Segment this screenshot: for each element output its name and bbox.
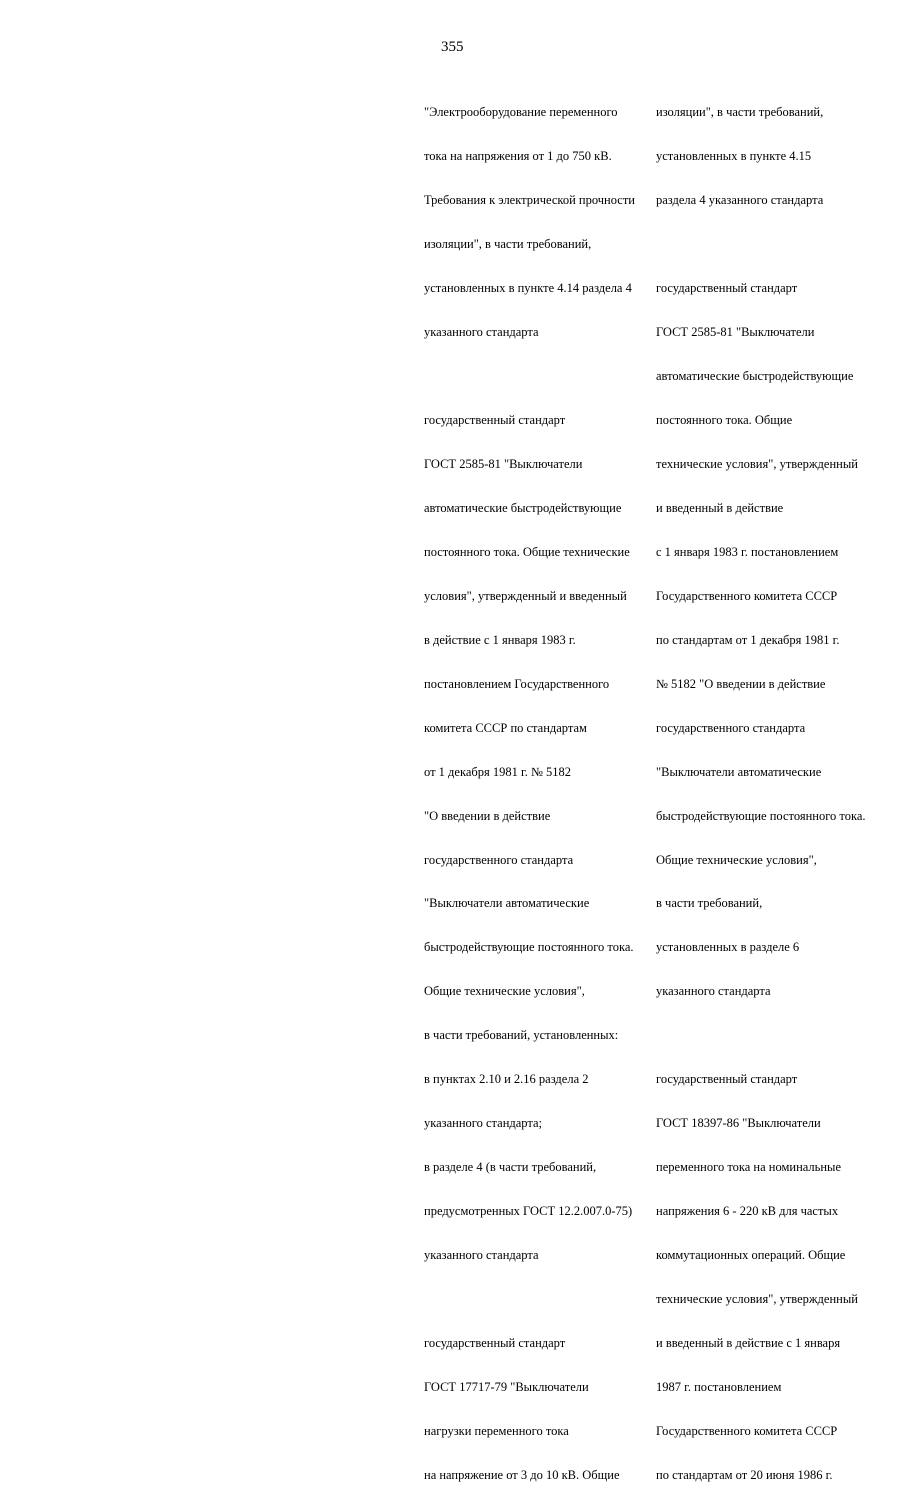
- text-line: по стандартам от 20 июня 1986 г.: [656, 1467, 833, 1482]
- page-number: 355: [441, 39, 464, 55]
- text-line: указанного стандарта: [424, 1248, 539, 1263]
- text-line: установленных в пункте 4.14 раздела 4: [424, 281, 632, 296]
- text-line: постановлением Государственного: [424, 676, 610, 691]
- text-line: предусмотренных ГОСТ 12.2.007.0-75): [424, 1204, 633, 1219]
- text-line: государственного стандарта: [656, 720, 806, 735]
- text-line: Общие технические условия",: [656, 852, 817, 867]
- text-line: ГОСТ 2585-81 "Выключатели: [656, 325, 815, 340]
- text-line: государственный стандарт: [424, 412, 566, 427]
- text-line: технические условия", утвержденный: [656, 456, 858, 471]
- text-line: Государственного комитета СССР: [656, 588, 838, 603]
- text-line: автоматические быстродействующие: [656, 369, 854, 384]
- text-line: ГОСТ 2585-81 "Выключатели: [424, 456, 583, 471]
- text-line: государственный стандарт: [656, 1072, 798, 1087]
- text-line: автоматические быстродействующие: [424, 500, 622, 515]
- text-line: указанного стандарта: [424, 325, 539, 340]
- text-line: технические условия", утвержденный: [656, 1292, 858, 1307]
- text-line: в пунктах 2.10 и 2.16 раздела 2: [424, 1072, 589, 1087]
- text-line: изоляции", в части требований,: [424, 237, 592, 252]
- text-line: в части требований,: [656, 896, 763, 911]
- text-line: Общие технические условия",: [424, 984, 585, 999]
- text-line: тока на напряжения от 1 до 750 кВ.: [424, 149, 612, 164]
- text-line: нагрузки переменного тока: [424, 1423, 569, 1438]
- text-line: коммутационных операций. Общие: [656, 1248, 846, 1263]
- text-line: Требования к электрической прочности: [424, 193, 635, 208]
- text-line: и введенный в действие: [656, 500, 784, 515]
- blank-line: [424, 369, 650, 384]
- blank-line: [656, 237, 882, 252]
- text-line: № 5182 "О введении в действие: [656, 676, 826, 691]
- text-line: "Выключатели автоматические: [424, 896, 590, 911]
- text-line: ГОСТ 18397-86 "Выключатели: [656, 1116, 821, 1131]
- text-line: и введенный в действие с 1 января: [656, 1336, 841, 1350]
- text-line: установленных в разделе 6: [656, 940, 800, 955]
- text-line: указанного стандарта: [656, 984, 771, 999]
- text-line: напряжения 6 - 220 кВ для частых: [656, 1204, 839, 1219]
- text-line: по стандартам от 1 декабря 1981 г.: [656, 632, 840, 647]
- blank-line: [424, 1292, 650, 1307]
- text-line: государственный стандарт: [424, 1336, 566, 1350]
- text-line: 1987 г. постановлением: [656, 1379, 782, 1394]
- text-line: ГОСТ 17717-79 "Выключатели: [424, 1379, 589, 1394]
- text-line: на напряжение от 3 до 10 кВ. Общие: [424, 1467, 620, 1482]
- text-line: быстродействующие постоянного тока.: [424, 940, 634, 955]
- text-line: условия", утвержденный и введенный: [424, 588, 627, 603]
- text-line: "Электрооборудование переменного: [424, 105, 618, 120]
- text-line: постоянного тока. Общие технические: [424, 544, 630, 559]
- text-line: постоянного тока. Общие: [656, 412, 793, 427]
- text-line: указанного стандарта;: [424, 1116, 543, 1131]
- text-line: в части требований, установленных:: [424, 1028, 619, 1043]
- text-line: раздела 4 указанного стандарта: [656, 193, 824, 208]
- text-line: государственный стандарт: [656, 281, 798, 296]
- left-text-column: [424, 76, 650, 1497]
- text-line: в действие с 1 января 1983 г.: [424, 632, 576, 647]
- text-line: комитета СССР по стандартам: [424, 720, 587, 735]
- text-line: быстродействующие постоянного тока.: [656, 808, 866, 823]
- text-line: Государственного комитета СССР: [656, 1423, 838, 1438]
- text-line: изоляции", в части требований,: [656, 105, 824, 120]
- text-line: переменного тока на номинальные: [656, 1160, 842, 1175]
- text-line: установленных в пункте 4.15: [656, 149, 812, 164]
- text-line: государственного стандарта: [424, 852, 574, 867]
- text-line: "О введении в действие: [424, 808, 551, 823]
- blank-line: [656, 1028, 882, 1043]
- right-text-column: [656, 76, 882, 1497]
- text-line: в разделе 4 (в части требований,: [424, 1160, 597, 1175]
- text-line: с 1 января 1983 г. постановлением: [656, 544, 839, 559]
- text-line: от 1 декабря 1981 г. № 5182: [424, 764, 572, 779]
- text-line: "Выключатели автоматические: [656, 764, 822, 779]
